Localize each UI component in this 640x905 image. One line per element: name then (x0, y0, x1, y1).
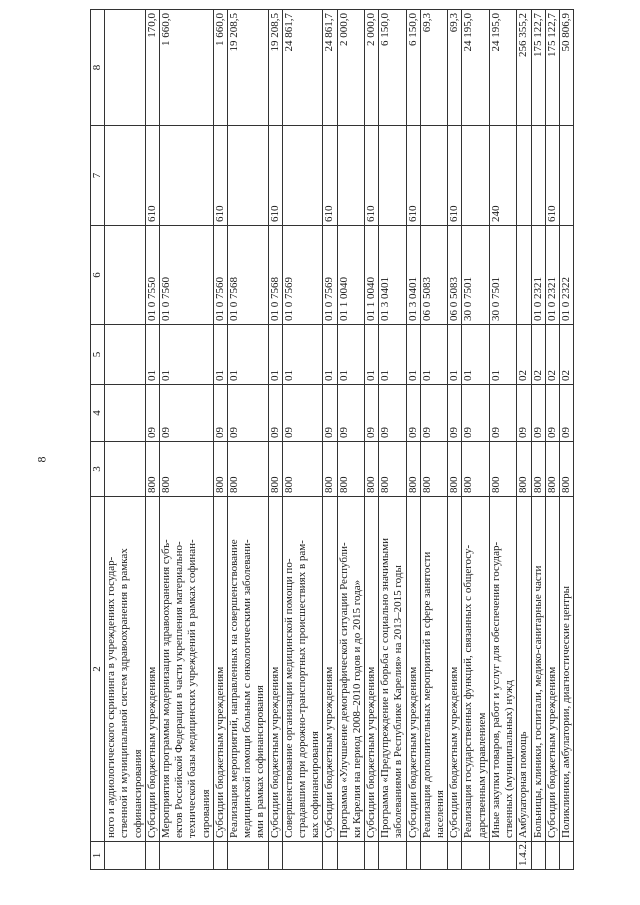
target-article-cell: 01 0 7568 (228, 226, 269, 325)
subsection-code-cell: 01 (323, 325, 337, 385)
description-line: Субсидии бюджетным учреждениям (268, 666, 281, 838)
description-line: медицинской помощи больным с онкологическими заболевани- (241, 539, 254, 838)
amount-cell: 19 208,5 (268, 10, 282, 126)
target-article-cell: 30 0 7501 (462, 226, 489, 325)
target-article-cell (517, 226, 531, 325)
amount-cell: 6 150,0 (406, 10, 420, 126)
amount-cell: 6 150,0 (379, 10, 406, 126)
description-cell (559, 497, 573, 842)
description-line: Субсидии бюджетным учреждениям (145, 666, 158, 838)
description-line: Амбулаторная помощь (517, 731, 530, 838)
description-cell (462, 497, 489, 842)
ministry-code-cell: 800 (160, 442, 214, 497)
amount-cell: 24 861,7 (282, 10, 323, 126)
table-row (406, 10, 420, 870)
section-number-cell (337, 842, 364, 870)
description-cell (517, 497, 531, 842)
table-row (531, 10, 545, 870)
description-line: Поликлиники, амбулатории, диагностические центры (559, 586, 572, 838)
table-row (448, 10, 462, 870)
description-line: Субсидии бюджетным учреждениям (545, 666, 558, 838)
amount-cell: 69,3 (448, 10, 462, 126)
amount-cell: 256 355,2 (517, 10, 531, 126)
table-row (420, 10, 447, 870)
amount-cell (105, 10, 146, 126)
amount-cell: 24 861,7 (323, 10, 337, 126)
target-article-cell: 01 3 0401 (379, 226, 406, 325)
subsection-code-cell: 01 (448, 325, 462, 385)
page-number: 8 (34, 456, 49, 463)
section-code-cell: 09 (489, 385, 516, 442)
description-line: Субсидии бюджетным учреждениям (213, 666, 226, 838)
section-number-cell: 1.4.2. (517, 842, 531, 870)
section-number-cell (531, 842, 545, 870)
section-code-cell: 09 (213, 385, 227, 442)
table-header-row (91, 10, 105, 870)
amount-cell: 170,0 (145, 10, 159, 126)
table-row (517, 10, 531, 870)
description-line: Реализация государственных функций, связанных с общегосу- (462, 544, 475, 838)
section-code-cell: 09 (145, 385, 159, 442)
table-row (228, 10, 269, 870)
section-code-cell: 09 (517, 385, 531, 442)
table-row (213, 10, 227, 870)
amount-cell: 175 122,7 (545, 10, 559, 126)
description-line: Субсидии бюджетным учреждениям (448, 666, 461, 838)
ministry-code-cell: 800 (489, 442, 516, 497)
target-article-cell: 01 1 0040 (337, 226, 364, 325)
section-code-cell (105, 385, 146, 442)
section-number-cell (160, 842, 214, 870)
ministry-code-cell: 800 (282, 442, 323, 497)
description-line: дарственным управлением (475, 712, 488, 838)
table-body (105, 10, 574, 870)
section-number-cell (213, 842, 227, 870)
description-line: ного и аудиологического скрининга в учреждениях государ- (105, 556, 118, 838)
section-code-cell: 09 (559, 385, 573, 442)
section-code-cell: 09 (462, 385, 489, 442)
description-line: Реализация дополнительных мероприятий в сфере занятости (420, 551, 433, 838)
expense-type-cell: 610 (213, 126, 227, 226)
section-code-cell: 09 (337, 385, 364, 442)
expense-type-cell: 610 (406, 126, 420, 226)
target-article-cell: 01 0 2322 (559, 226, 573, 325)
section-number-cell (282, 842, 323, 870)
section-code-cell: 09 (268, 385, 282, 442)
amount-cell: 50 806,9 (559, 10, 573, 126)
column-header: 7 (91, 126, 105, 226)
description-cell (365, 497, 379, 842)
section-number-cell (145, 842, 159, 870)
target-article-cell: 01 0 7560 (213, 226, 227, 325)
section-code-cell: 09 (379, 385, 406, 442)
description-cell (228, 497, 269, 842)
expense-type-cell: 610 (545, 126, 559, 226)
description-cell (268, 497, 282, 842)
subsection-code-cell: 01 (145, 325, 159, 385)
amount-cell: 1 660,0 (213, 10, 227, 126)
ministry-code-cell: 800 (213, 442, 227, 497)
section-code-cell: 09 (406, 385, 420, 442)
subsection-code-cell: 01 (489, 325, 516, 385)
ministry-code-cell: 800 (559, 442, 573, 497)
expense-type-cell: 610 (323, 126, 337, 226)
subsection-code-cell: 01 (406, 325, 420, 385)
description-line: софинансирования (131, 749, 144, 838)
column-header: 4 (91, 385, 105, 442)
table-row (160, 10, 214, 870)
rotated-page (90, 10, 580, 870)
table-row (337, 10, 364, 870)
expense-type-cell: 610 (365, 126, 379, 226)
ministry-code-cell: 800 (517, 442, 531, 497)
description-line: ках софинансирования (309, 731, 322, 838)
expense-type-cell (105, 126, 146, 226)
description-line: ственных (муниципальных) нужд (503, 680, 516, 838)
subsection-code-cell: 02 (545, 325, 559, 385)
description-cell (489, 497, 516, 842)
expense-type-cell (160, 126, 214, 226)
expense-type-cell (531, 126, 545, 226)
amount-cell: 2 000,0 (337, 10, 364, 126)
subsection-code-cell: 01 (420, 325, 447, 385)
subsection-code-cell: 01 (268, 325, 282, 385)
table-row (489, 10, 516, 870)
section-number-cell (323, 842, 337, 870)
section-code-cell: 09 (531, 385, 545, 442)
subsection-code-cell: 01 (282, 325, 323, 385)
ministry-code-cell: 800 (406, 442, 420, 497)
section-number-cell (105, 842, 146, 870)
expense-type-cell (420, 126, 447, 226)
expense-type-cell: 610 (448, 126, 462, 226)
description-line: Совершенствование организации медицинской помощи по- (282, 558, 295, 838)
subsection-code-cell: 01 (228, 325, 269, 385)
expense-type-cell: 610 (145, 126, 159, 226)
expense-type-cell (559, 126, 573, 226)
expense-type-cell (337, 126, 364, 226)
ministry-code-cell: 800 (337, 442, 364, 497)
description-line: Субсидии бюджетным учреждениям (406, 666, 419, 838)
section-number-cell (545, 842, 559, 870)
ministry-code-cell: 800 (323, 442, 337, 497)
expense-type-cell (379, 126, 406, 226)
section-code-cell: 09 (545, 385, 559, 442)
section-code-cell: 09 (282, 385, 323, 442)
column-header: 1 (91, 842, 105, 870)
ministry-code-cell: 800 (420, 442, 447, 497)
section-number-cell (420, 842, 447, 870)
amount-cell: 175 122,7 (531, 10, 545, 126)
table-row (323, 10, 337, 870)
subsection-code-cell: 02 (559, 325, 573, 385)
description-cell (379, 497, 406, 842)
column-header: 2 (91, 497, 105, 842)
target-article-cell: 01 0 7569 (323, 226, 337, 325)
description-line: ектов Российской Федерации в части укрепления материально- (173, 541, 186, 838)
description-cell (545, 497, 559, 842)
expense-type-cell: 240 (489, 126, 516, 226)
amount-cell: 24 195,0 (489, 10, 516, 126)
target-article-cell: 01 0 7550 (145, 226, 159, 325)
section-code-cell: 09 (228, 385, 269, 442)
expense-type-cell (517, 126, 531, 226)
target-article-cell: 01 3 0401 (406, 226, 420, 325)
section-code-cell: 09 (365, 385, 379, 442)
target-article-cell: 06 0 5083 (448, 226, 462, 325)
subsection-code-cell: 01 (160, 325, 214, 385)
expense-type-cell: 610 (268, 126, 282, 226)
section-number-cell (268, 842, 282, 870)
table-row (559, 10, 573, 870)
subsection-code-cell: 01 (379, 325, 406, 385)
description-line: ки Карелия на период 2008–2010 годов и до 2015 года» (350, 579, 363, 838)
ministry-code-cell (105, 442, 146, 497)
ministry-code-cell: 800 (145, 442, 159, 497)
description-cell (282, 497, 323, 842)
section-code-cell: 09 (448, 385, 462, 442)
expense-type-cell (282, 126, 323, 226)
description-line: населения (434, 790, 447, 838)
target-article-cell: 30 0 7501 (489, 226, 516, 325)
description-line: Иные закупки товаров, работ и услуг для обеспечения государ- (489, 541, 502, 838)
description-line: сирования (199, 789, 212, 838)
description-cell (105, 497, 146, 842)
description-line: Программа «Предупреждение и борьба с социально значимыми (379, 537, 392, 838)
description-line: ями в рамках софинансирования (254, 685, 267, 838)
subsection-code-cell: 01 (365, 325, 379, 385)
section-number-cell (489, 842, 516, 870)
description-line: Программа «Улучшение демографической ситуации Республи- (337, 542, 350, 838)
column-header: 6 (91, 226, 105, 325)
ministry-code-cell: 800 (228, 442, 269, 497)
ministry-code-cell: 800 (545, 442, 559, 497)
description-line: Субсидии бюджетным учреждениям (365, 666, 378, 838)
section-number-cell (559, 842, 573, 870)
section-number-cell (406, 842, 420, 870)
expense-type-cell (462, 126, 489, 226)
amount-cell: 24 195,0 (462, 10, 489, 126)
table-row (282, 10, 323, 870)
column-header: 8 (91, 10, 105, 126)
subsection-code-cell (105, 325, 146, 385)
subsection-code-cell: 02 (517, 325, 531, 385)
section-code-cell: 09 (323, 385, 337, 442)
description-cell (337, 497, 364, 842)
subsection-code-cell: 01 (213, 325, 227, 385)
description-cell (323, 497, 337, 842)
expense-type-cell (228, 126, 269, 226)
ministry-code-cell: 800 (365, 442, 379, 497)
section-number-cell (228, 842, 269, 870)
table-row (379, 10, 406, 870)
description-line: Мероприятия программы модернизации здравоохранения субъ- (160, 539, 173, 838)
budget-table (90, 9, 574, 870)
section-code-cell: 09 (420, 385, 447, 442)
ministry-code-cell: 800 (448, 442, 462, 497)
target-article-cell: 01 0 2321 (531, 226, 545, 325)
ministry-code-cell: 800 (379, 442, 406, 497)
description-cell (160, 497, 214, 842)
section-number-cell (365, 842, 379, 870)
section-code-cell: 09 (160, 385, 214, 442)
description-cell (145, 497, 159, 842)
amount-cell: 2 000,0 (365, 10, 379, 126)
amount-cell: 69,3 (420, 10, 447, 126)
subsection-code-cell: 01 (462, 325, 489, 385)
section-number-cell (448, 842, 462, 870)
amount-cell: 19 208,5 (228, 10, 269, 126)
description-cell (448, 497, 462, 842)
target-article-cell: 06 0 5083 (420, 226, 447, 325)
target-article-cell (105, 226, 146, 325)
table-row (365, 10, 379, 870)
description-line: ственной и муниципальной систем здравоохранения в рамках (118, 548, 131, 838)
description-cell (213, 497, 227, 842)
target-article-cell: 01 0 2321 (545, 226, 559, 325)
target-article-cell: 01 0 7560 (160, 226, 214, 325)
target-article-cell: 01 0 7569 (282, 226, 323, 325)
table-row (268, 10, 282, 870)
description-line: страдавшим при дорожно-транспортных происшествиях в рам- (296, 540, 309, 838)
column-header: 5 (91, 325, 105, 385)
description-line: Реализация мероприятий, направленных на совершенствование (228, 539, 241, 838)
description-cell (420, 497, 447, 842)
table-row (105, 10, 146, 870)
amount-cell: 1 660,0 (160, 10, 214, 126)
table-row (145, 10, 159, 870)
table-row (545, 10, 559, 870)
target-article-cell: 01 1 0040 (365, 226, 379, 325)
section-number-cell (379, 842, 406, 870)
description-cell (406, 497, 420, 842)
ministry-code-cell: 800 (268, 442, 282, 497)
subsection-code-cell: 02 (531, 325, 545, 385)
description-line: Субсидии бюджетным учреждениям (323, 666, 336, 838)
description-line: технической базы медицинских учреждений в рамках софинан- (186, 539, 199, 838)
target-article-cell: 01 0 7568 (268, 226, 282, 325)
section-number-cell (462, 842, 489, 870)
description-line: Больницы, клиники, госпитали, медико-санитарные части (531, 565, 544, 838)
description-line: заболеваниями в Республике Карелия» на 2013–2015 годы (392, 565, 405, 838)
description-cell (531, 497, 545, 842)
table-row (462, 10, 489, 870)
column-header: 3 (91, 442, 105, 497)
subsection-code-cell: 01 (337, 325, 364, 385)
ministry-code-cell: 800 (531, 442, 545, 497)
ministry-code-cell: 800 (462, 442, 489, 497)
